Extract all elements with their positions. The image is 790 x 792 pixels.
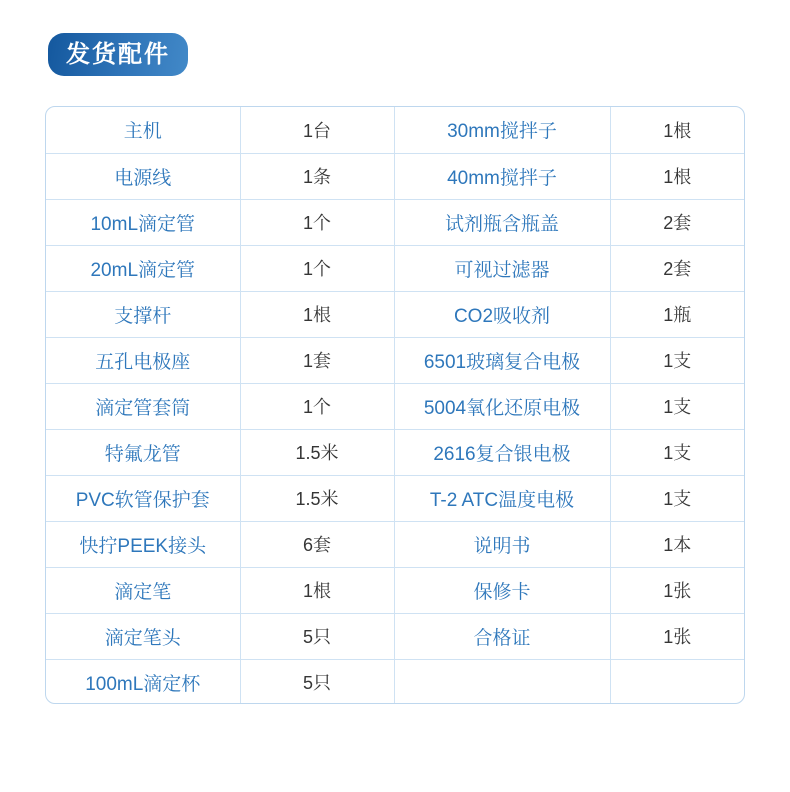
- accessory-name-cell: 2616复合银电极: [394, 429, 610, 475]
- accessory-qty-cell: 1支: [610, 429, 744, 475]
- accessory-qty-cell: 5只: [240, 659, 394, 704]
- accessory-qty-cell: 1张: [610, 613, 744, 659]
- table-row: [46, 153, 744, 199]
- accessory-qty-cell: 1套: [240, 337, 394, 383]
- accessory-name-cell: 6501玻璃复合电极: [394, 337, 610, 383]
- accessory-name-cell: 滴定管套筒: [46, 383, 240, 429]
- table-row: [46, 429, 744, 475]
- accessory-name-cell: T-2 ATC温度电极: [394, 475, 610, 521]
- accessory-qty-cell: 1支: [610, 475, 744, 521]
- accessory-name-cell: CO2吸收剂: [394, 291, 610, 337]
- accessory-qty-cell: 1个: [240, 199, 394, 245]
- accessory-qty-cell: 1支: [610, 383, 744, 429]
- accessory-qty-cell: [610, 659, 744, 704]
- accessory-name-cell: 可视过滤器: [394, 245, 610, 291]
- accessory-name-cell: PVC软管保护套: [46, 475, 240, 521]
- accessory-name-cell: 特氟龙管: [46, 429, 240, 475]
- accessory-name-cell: 说明书: [394, 521, 610, 567]
- accessory-qty-cell: 5只: [240, 613, 394, 659]
- accessory-qty-cell: 1根: [240, 567, 394, 613]
- accessory-name-cell: 快拧PEEK接头: [46, 521, 240, 567]
- accessory-qty-cell: 1条: [240, 153, 394, 199]
- table-row: [46, 199, 744, 245]
- accessory-qty-cell: 1瓶: [610, 291, 744, 337]
- accessory-qty-cell: 1台: [240, 107, 394, 153]
- table-row: [46, 291, 744, 337]
- table-row: [46, 383, 744, 429]
- accessory-name-cell: 100mL滴定杯: [46, 659, 240, 704]
- table-row: [46, 659, 744, 704]
- accessories-table: [45, 106, 745, 704]
- table-row: [46, 107, 744, 153]
- accessory-qty-cell: 1.5米: [240, 475, 394, 521]
- accessory-name-cell: 滴定笔: [46, 567, 240, 613]
- accessory-qty-cell: 1张: [610, 567, 744, 613]
- accessories-table-grid: [46, 107, 744, 704]
- table-row: [46, 567, 744, 613]
- accessory-name-cell: 合格证: [394, 613, 610, 659]
- accessory-qty-cell: 6套: [240, 521, 394, 567]
- accessory-qty-cell: 1.5米: [240, 429, 394, 475]
- accessory-name-cell: 20mL滴定管: [46, 245, 240, 291]
- accessory-qty-cell: 1个: [240, 245, 394, 291]
- accessory-name-cell: [394, 659, 610, 704]
- table-row: [46, 521, 744, 567]
- accessory-qty-cell: 2套: [610, 245, 744, 291]
- table-row: [46, 245, 744, 291]
- section-title: 发货配件: [66, 40, 170, 68]
- accessory-qty-cell: 1本: [610, 521, 744, 567]
- accessory-qty-cell: 2套: [610, 199, 744, 245]
- accessory-name-cell: 40mm搅拌子: [394, 153, 610, 199]
- accessory-name-cell: 五孔电极座: [46, 337, 240, 383]
- accessory-name-cell: 电源线: [46, 153, 240, 199]
- section-title-badge: [48, 33, 188, 76]
- accessory-name-cell: 试剂瓶含瓶盖: [394, 199, 610, 245]
- accessory-qty-cell: 1根: [610, 153, 744, 199]
- accessory-name-cell: 30mm搅拌子: [394, 107, 610, 153]
- accessory-name-cell: 支撑杆: [46, 291, 240, 337]
- accessory-qty-cell: 1根: [610, 107, 744, 153]
- table-row: [46, 613, 744, 659]
- accessory-name-cell: 滴定笔头: [46, 613, 240, 659]
- accessory-name-cell: 10mL滴定管: [46, 199, 240, 245]
- accessory-qty-cell: 1个: [240, 383, 394, 429]
- accessory-name-cell: 5004氧化还原电极: [394, 383, 610, 429]
- accessory-name-cell: 主机: [46, 107, 240, 153]
- accessory-qty-cell: 1支: [610, 337, 744, 383]
- accessory-qty-cell: 1根: [240, 291, 394, 337]
- table-row: [46, 475, 744, 521]
- accessory-name-cell: 保修卡: [394, 567, 610, 613]
- table-row: [46, 337, 744, 383]
